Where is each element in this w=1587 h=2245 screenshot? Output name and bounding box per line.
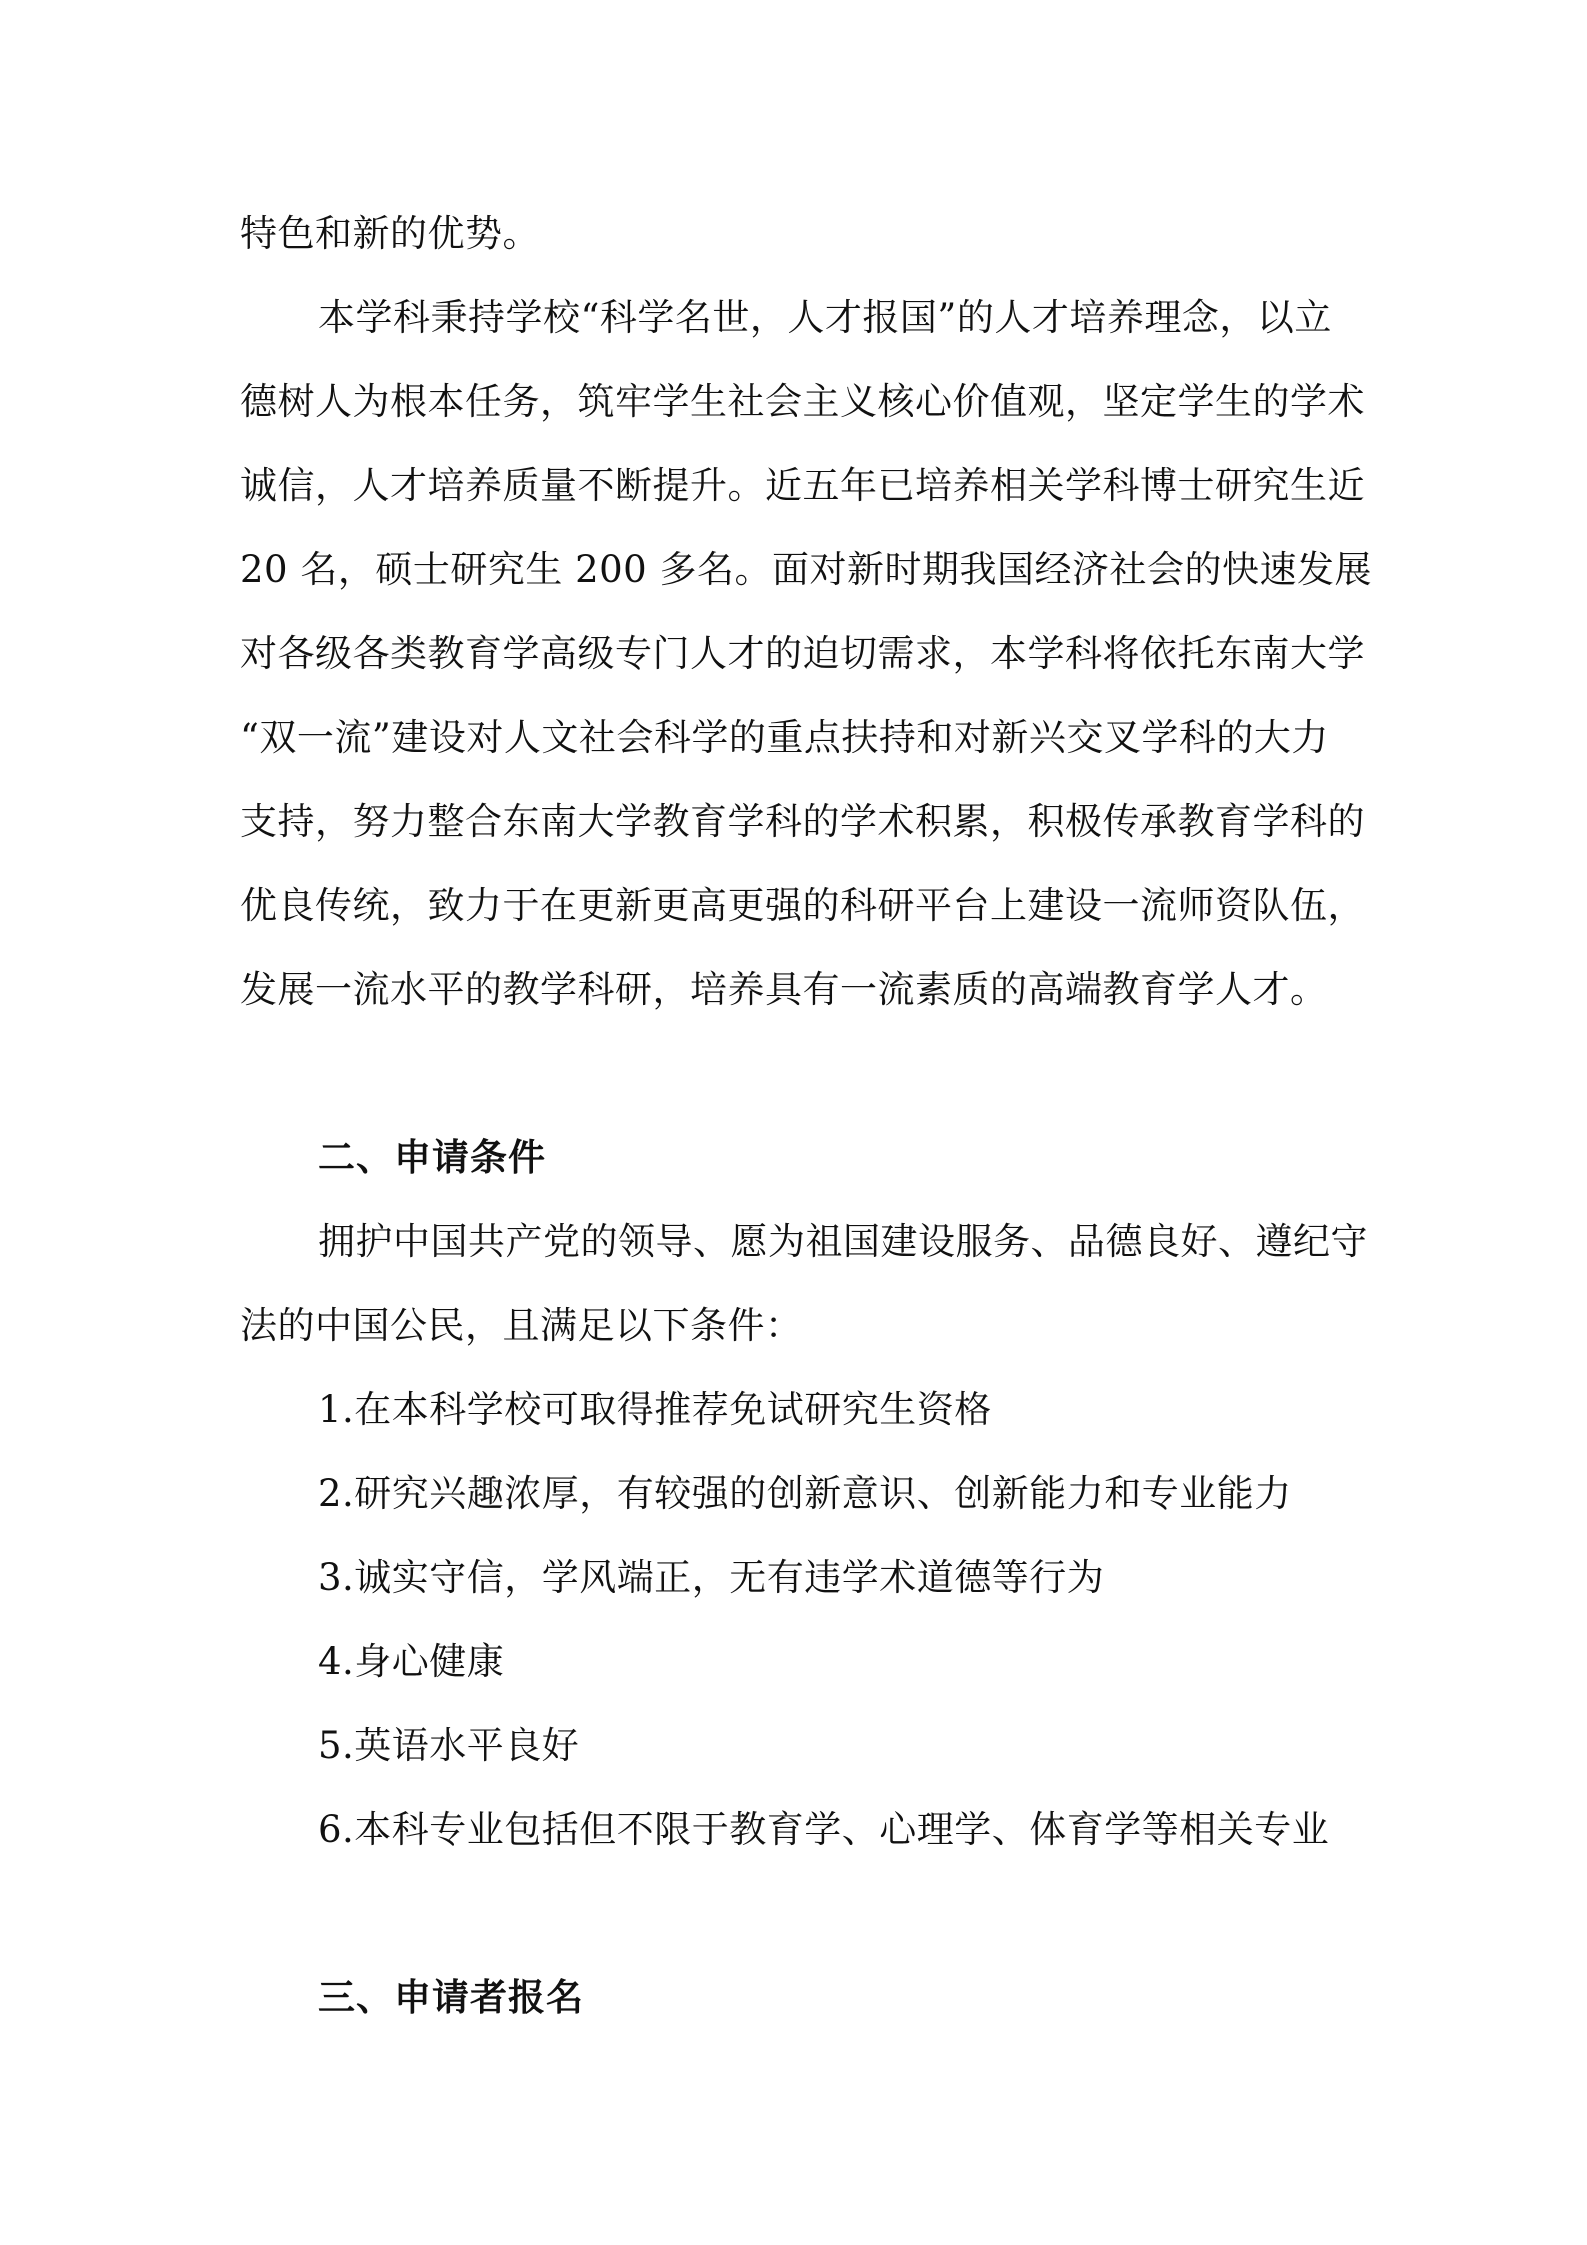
paragraph-line: 20 名，硕士研究生 200 多名。面对新时期我国经济社会的快速发展 (240, 548, 1372, 591)
condition-item: 6.本科专业包括但不限于教育学、心理学、体育学等相关专业 (318, 1808, 1330, 1851)
condition-item: 1.在本科学校可取得推荐免试研究生资格 (318, 1388, 992, 1431)
paragraph-line: 优良传统，致力于在更新更高更强的科研平台上建设一流师资队伍， (240, 884, 1365, 927)
continuation-text: 特色和新的优势。 (240, 212, 540, 255)
condition-item: 5.英语水平良好 (318, 1724, 580, 1767)
section-heading-applicant-registration: 三、申请者报名 (318, 1976, 584, 2019)
paragraph-line: 本学科秉持学校“科学名世，人才报国”的人才培养理念，以立 (318, 296, 1332, 339)
paragraph-line: 对各级各类教育学高级专门人才的迫切需求，本学科将依托东南大学 (240, 632, 1365, 675)
condition-item: 3.诚实守信，学风端正，无有违学术道德等行为 (318, 1556, 1105, 1599)
paragraph-line: 德树人为根本任务，筑牢学生社会主义核心价值观，坚定学生的学术 (240, 380, 1365, 423)
paragraph-line: 诚信，人才培养质量不断提升。近五年已培养相关学科博士研究生近 (240, 464, 1365, 507)
condition-item: 4.身心健康 (318, 1640, 505, 1683)
paragraph-line: 支持，努力整合东南大学教育学科的学术积累，积极传承教育学科的 (240, 800, 1365, 843)
paragraph-line: 发展一流水平的教学科研，培养具有一流素质的高端教育学人才。 (240, 968, 1328, 1011)
condition-item: 2.研究兴趣浓厚，有较强的创新意识、创新能力和专业能力 (318, 1472, 1292, 1515)
conditions-intro-line: 拥护中国共产党的领导、愿为祖国建设服务、品德良好、遵纪守 (318, 1220, 1368, 1263)
section-heading-application-conditions: 二、申请条件 (318, 1136, 546, 1179)
conditions-intro-line: 法的中国公民，且满足以下条件： (240, 1304, 803, 1347)
paragraph-line: “双一流”建设对人文社会科学的重点扶持和对新兴交叉学科的大力 (240, 716, 1329, 759)
